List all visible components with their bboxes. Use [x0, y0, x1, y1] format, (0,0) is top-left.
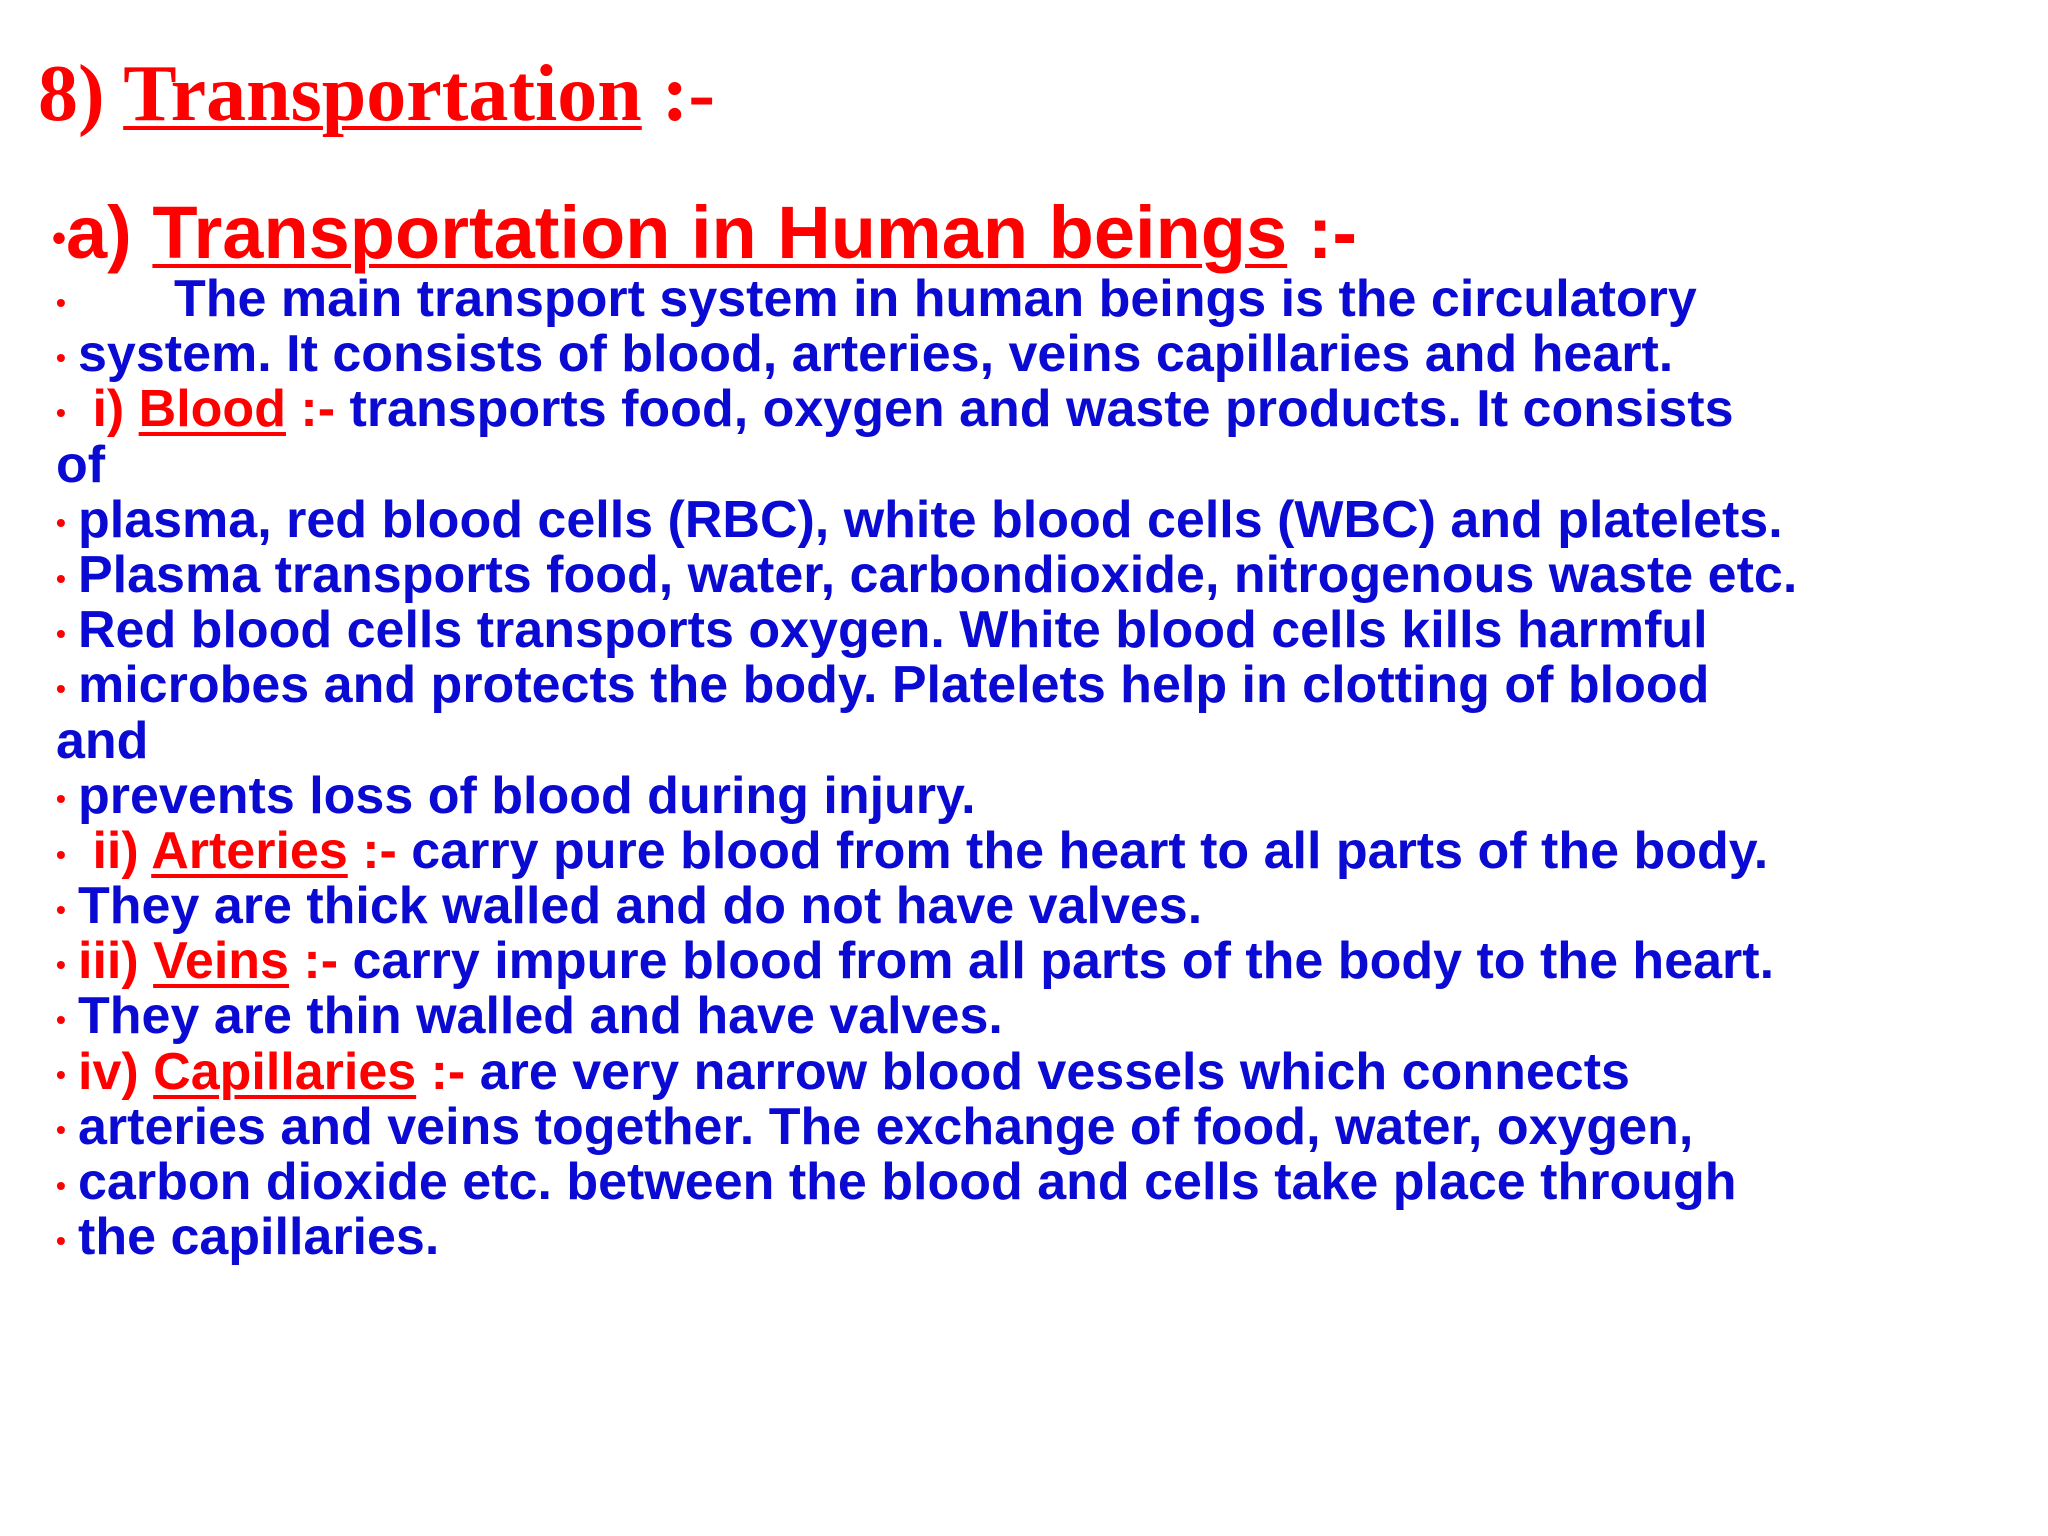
- bullet-icon: •: [56, 893, 66, 925]
- bullet-icon: •: [56, 562, 66, 594]
- term-capillaries: Capillaries: [153, 1042, 417, 1101]
- term-separator: :-: [285, 380, 350, 439]
- text-line: [56, 1097, 2026, 1156]
- line-text: carbon dioxide etc. between the blood and cells take place through: [78, 1153, 1737, 1211]
- body-text: [56, 272, 2026, 1265]
- line-text: are very narrow blood vessels which connects: [479, 1042, 1630, 1101]
- term-veins: Veins: [153, 932, 289, 991]
- bullet-icon: •: [56, 507, 66, 539]
- text-line: [56, 766, 2026, 825]
- line-text: and: [56, 711, 149, 770]
- heading-underlined: Transportation in Human beings: [152, 191, 1288, 274]
- heading-suffix: :-: [1287, 191, 1357, 274]
- text-line: [56, 821, 2026, 880]
- text-line: [56, 934, 2026, 989]
- bullet-icon: •: [56, 948, 66, 980]
- term-separator: :-: [416, 1042, 480, 1101]
- line-text: plasma, red blood cells (RBC), white blood cells (WBC) and platelets.: [78, 490, 1783, 549]
- term-arteries: Arteries: [151, 821, 348, 880]
- bullet-icon: •: [56, 1059, 66, 1091]
- line-text: Plasma transports food, water, carbondioxide, nitrogenous waste etc.: [78, 545, 1798, 604]
- bullet-icon: •: [56, 672, 66, 704]
- text-line: [56, 435, 2026, 494]
- title-prefix: 8): [38, 50, 124, 138]
- heading-bullet: •: [52, 216, 67, 261]
- bullet-icon: •: [56, 1169, 66, 1201]
- bullet-icon: •: [56, 1224, 66, 1256]
- line-text: Red blood cells transports oxygen. White blood cells kills harmful: [78, 601, 1708, 660]
- line-text: system. It consists of blood, arteries, veins capillaries and heart.: [78, 325, 1674, 384]
- text-line: [56, 382, 2026, 437]
- line-text: the capillaries.: [78, 1208, 440, 1267]
- slide-title: [38, 44, 715, 144]
- line-text: arteries and veins together. The exchange of food, water, oxygen,: [78, 1097, 1694, 1156]
- line-text: They are thick walled and do not have valves.: [78, 877, 1203, 936]
- line-text: of: [56, 435, 106, 494]
- line-text: The main transport system in human beings is the circulatory: [174, 270, 1697, 328]
- item-label: iv): [78, 1042, 154, 1101]
- line-text: transports food, oxygen and waste products. It consists: [349, 380, 1734, 439]
- text-line: [56, 1042, 2026, 1101]
- title-suffix: :-: [641, 50, 716, 138]
- item-label: iii): [78, 932, 154, 991]
- text-line: [56, 989, 2026, 1044]
- text-line: [56, 490, 2026, 549]
- title-underlined: Transportation: [123, 50, 642, 138]
- item-label: i): [78, 380, 139, 439]
- term-separator: :-: [347, 821, 412, 880]
- line-text: carry impure blood from all parts of the body to the heart.: [352, 932, 1775, 991]
- item-label: ii): [78, 821, 152, 880]
- text-line: [56, 545, 2026, 604]
- bullet-icon: •: [56, 397, 66, 429]
- line-text: They are thin walled and have valves.: [78, 987, 1003, 1046]
- text-line: [56, 327, 2026, 382]
- bullet-icon: •: [56, 1114, 66, 1146]
- bullet-icon: •: [56, 1004, 66, 1036]
- term-separator: :-: [288, 932, 353, 991]
- text-line: [56, 1210, 2026, 1265]
- term-blood: Blood: [138, 380, 286, 439]
- line-text: prevents loss of blood during injury.: [78, 766, 976, 825]
- text-line: [56, 1155, 2026, 1210]
- text-line: [56, 603, 2026, 658]
- heading-prefix: a): [66, 191, 153, 274]
- text-line: [56, 658, 2026, 713]
- line-text: microbes and protects the body. Platelets help in clotting of blood: [78, 656, 1710, 715]
- line-text: carry pure blood from the heart to all parts of the body.: [411, 821, 1769, 880]
- text-line: [56, 711, 2026, 770]
- bullet-icon: •: [56, 617, 66, 649]
- bullet-icon: •: [56, 341, 66, 373]
- text-line: [56, 879, 2026, 934]
- bullet-icon: •: [56, 286, 66, 318]
- text-line: [56, 272, 2026, 327]
- bullet-icon: •: [56, 838, 66, 870]
- bullet-icon: •: [56, 783, 66, 815]
